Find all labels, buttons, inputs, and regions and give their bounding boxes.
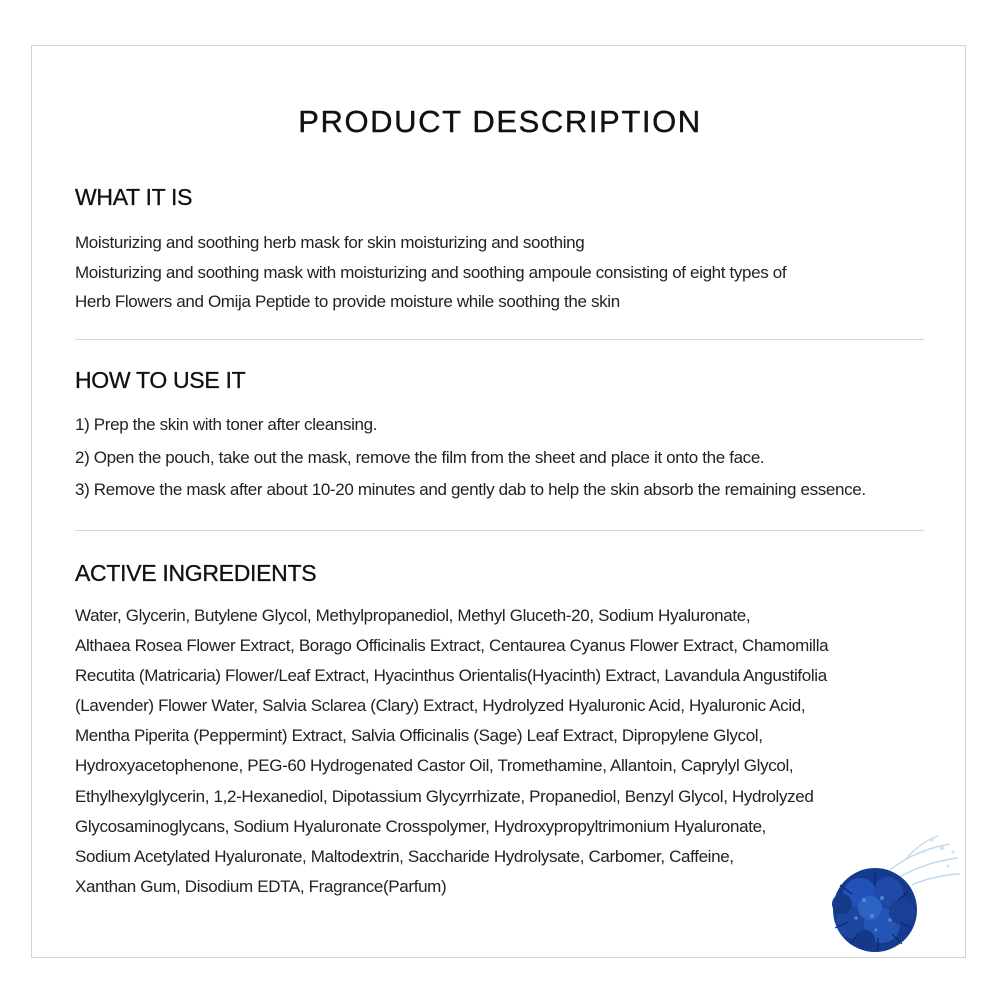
usage-step: 3) Remove the mask after about 10-20 minutes and gently dab to help the skin absorb the remaining essence. bbox=[75, 480, 866, 499]
cornflower-illustration bbox=[820, 830, 965, 955]
ingredients-line: Sodium Acetylated Hyaluronate, Maltodextrin, Saccharide Hydrolysate, Carbomer, Caffeine, bbox=[75, 846, 734, 866]
ingredients-line: Xanthan Gum, Disodium EDTA, Fragrance(Parfum) bbox=[75, 876, 447, 896]
description-line: Moisturizing and soothing mask with moisturizing and soothing ampoule consisting of eight types of bbox=[75, 262, 787, 282]
section-heading: WHAT IT IS bbox=[75, 184, 193, 210]
section-how-to-use bbox=[75, 367, 925, 507]
divider bbox=[75, 339, 924, 340]
usage-step: 2) Open the pouch, take out the mask, remove the film from the sheet and place it onto the face. bbox=[75, 447, 765, 467]
ingredients-line: Mentha Piperita (Peppermint) Extract, Salvia Officinalis (Sage) Leaf Extract, Dipropylene Glycol, bbox=[75, 726, 763, 746]
section-heading: ACTIVE INGREDIENTS bbox=[75, 560, 317, 586]
ingredients-line: Recutita (Matricaria) Flower/Leaf Extract, Hyacinthus Orientalis(Hyacinth) Extract, Lavandula Angustifolia bbox=[75, 666, 827, 686]
ingredients-line: Water, Glycerin, Butylene Glycol, Methylpropanediol, Methyl Gluceth-20, Sodium Hyaluronate, bbox=[75, 606, 751, 625]
ingredients-line: Hydroxyacetophenone, PEG-60 Hydrogenated Castor Oil, Tromethamine, Allantoin, Caprylyl Glycol, bbox=[75, 756, 794, 776]
section-what-it-is bbox=[75, 184, 925, 317]
usage-step: 1) Prep the skin with toner after cleansing. bbox=[75, 415, 378, 434]
ingredients-line: Althaea Rosea Flower Extract, Borago Officinalis Extract, Centaurea Cyanus Flower Extract, Chamomilla bbox=[75, 636, 829, 656]
ingredients-line: Glycosaminoglycans, Sodium Hyaluronate Crosspolymer, Hydroxypropyltrimonium Hyaluronate, bbox=[75, 816, 767, 836]
section-heading: HOW TO USE IT bbox=[75, 367, 246, 393]
section-active-ingredients bbox=[75, 560, 925, 902]
cornflower-icon bbox=[820, 830, 965, 955]
description-line: Moisturizing and soothing herb mask for skin moisturizing and soothing bbox=[75, 233, 585, 252]
ingredients-line: (Lavender) Flower Water, Salvia Sclarea (Clary) Extract, Hydrolyzed Hyaluronic Acid, Hyaluronic Acid, bbox=[75, 696, 806, 716]
ingredients-line: Ethylhexylglycerin, 1,2-Hexanediol, Dipotassium Glycyrrhizate, Propanediol, Benzyl Glycol, Hydrolyzed bbox=[75, 786, 814, 806]
description-line: Herb Flowers and Omija Peptide to provide moisture while soothing the skin bbox=[75, 292, 620, 311]
divider bbox=[75, 530, 924, 531]
page-title: PRODUCT DESCRIPTION bbox=[298, 104, 702, 139]
